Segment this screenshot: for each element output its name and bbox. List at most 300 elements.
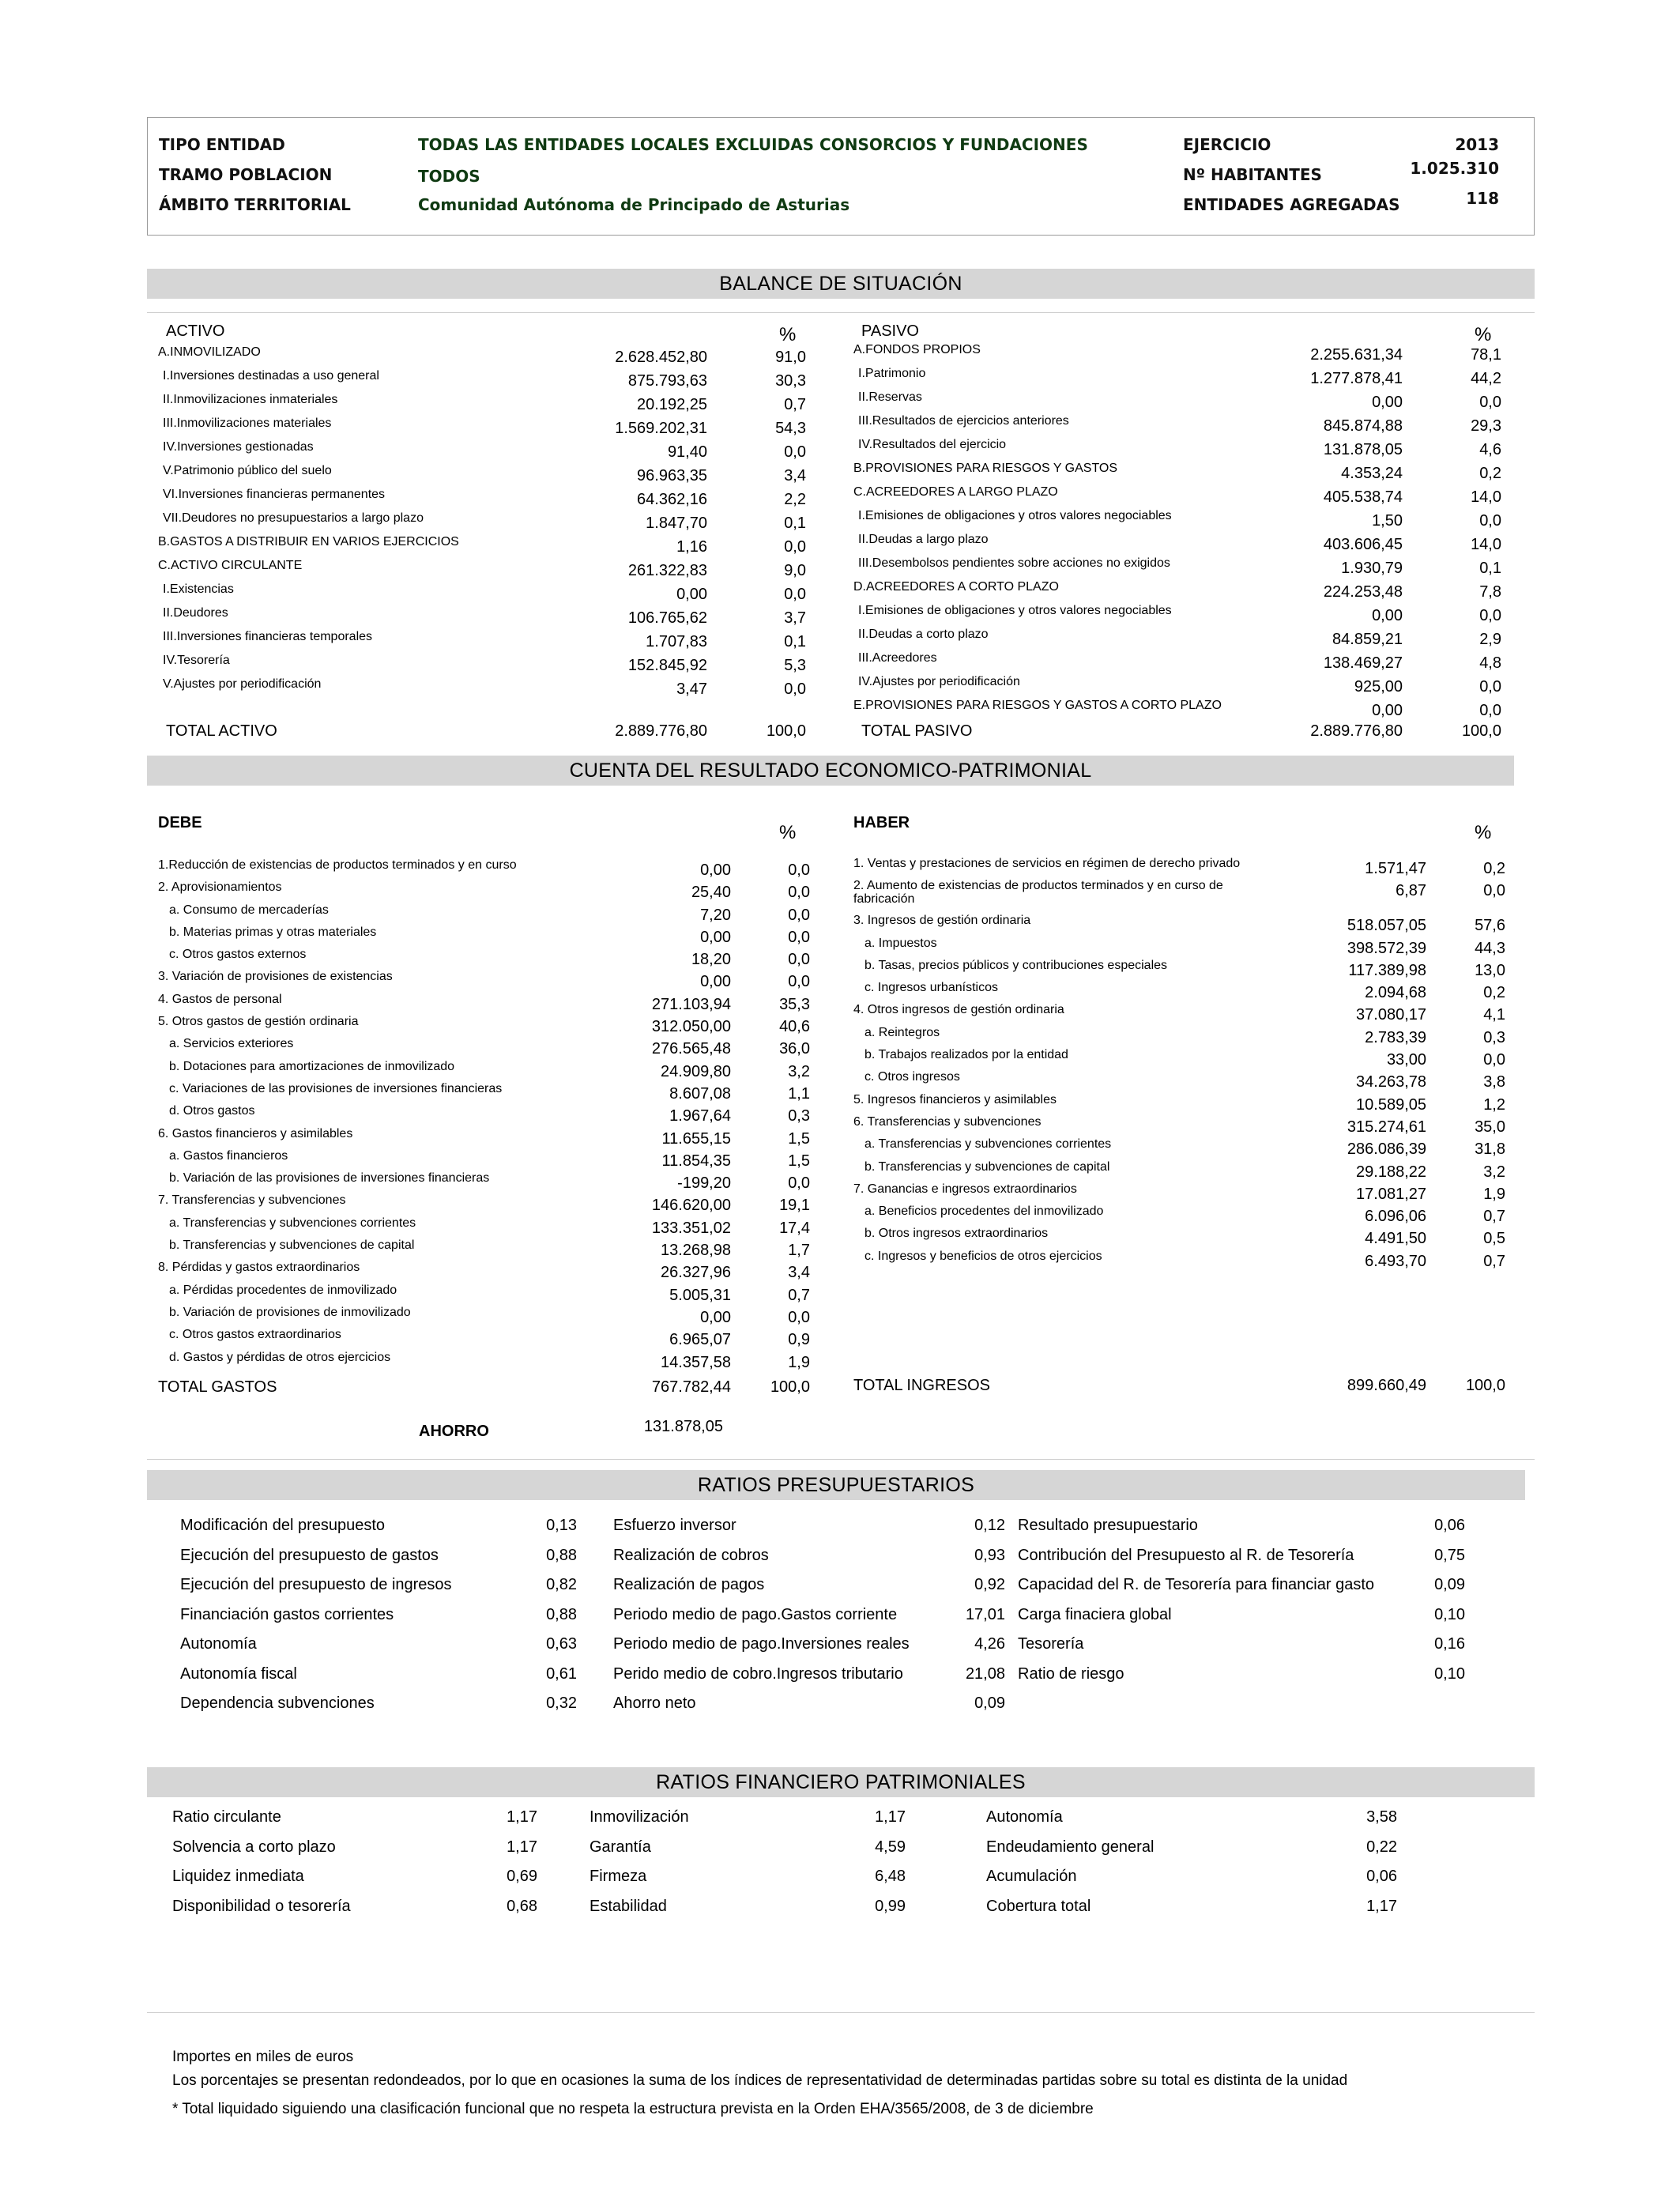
ratio-value: 0,99 [875, 1897, 906, 1915]
debe-row-value: 133.351,02 [651, 1219, 731, 1237]
ratio-label: Autonomía [986, 1808, 1063, 1826]
activo-row-label: II.Inmovilizaciones inmateriales [163, 393, 338, 406]
debe-row [158, 1306, 814, 1328]
activo-row-pct: 91,0 [775, 349, 806, 366]
pasivo-row-pct: 0,1 [1479, 560, 1501, 577]
pasivo-row-pct: 14,0 [1471, 488, 1501, 506]
pasivo-row-label: I.Emisiones de obligaciones y otros valores negociables [858, 509, 1172, 522]
haber-row-pct: 44,3 [1475, 939, 1505, 957]
debe-row-label: d. Otros gastos [169, 1104, 255, 1118]
entidades-agregadas-label: ENTIDADES AGREGADAS [1183, 195, 1400, 214]
ratio-value: 17,01 [965, 1605, 1005, 1623]
ratio-label: Ratio circulante [172, 1808, 281, 1826]
activo-row-value: 1.847,70 [646, 515, 707, 532]
debe-row-value: 5.005,31 [669, 1286, 731, 1304]
debe-row [158, 948, 814, 970]
ratio-value: 1,17 [1366, 1897, 1397, 1915]
ratio-value: 21,08 [965, 1664, 1005, 1683]
total-activo-value: 2.889.776,80 [615, 722, 707, 740]
debe-header: DEBE [158, 814, 202, 831]
haber-row [853, 1115, 1509, 1137]
debe-row-label: 8. Pérdidas y gastos extraordinarios [158, 1261, 360, 1275]
pasivo-row-label: E.PROVISIONES PARA RIESGOS Y GASTOS A CORTO PLAZO [853, 699, 1222, 712]
activo-row-value: 91,40 [667, 443, 707, 461]
activo-row-value: 1,16 [676, 538, 707, 556]
activo-row-label: V.Patrimonio público del suelo [163, 464, 332, 477]
debe-row-value: 11.655,15 [661, 1129, 731, 1148]
pasivo-row-value: 2.255.631,34 [1310, 346, 1403, 364]
debe-row-pct: 36,0 [779, 1040, 810, 1058]
debe-row-label: b. Variación de las provisiones de inversiones financieras [169, 1171, 490, 1186]
haber-row-pct: 31,8 [1475, 1140, 1505, 1159]
pasivo-row-value: 84.859,21 [1332, 631, 1403, 648]
total-activo-pct: 100,0 [766, 722, 806, 740]
debe-row-pct: 0,3 [788, 1107, 810, 1125]
pasivo-row-pct: 7,8 [1479, 583, 1501, 601]
activo-row-pct: 9,0 [784, 562, 806, 579]
debe-row [158, 1328, 814, 1350]
activo-row-label: V.Ajustes por periodificación [163, 677, 322, 691]
debe-row-label: 2. Aprovisionamientos [158, 880, 282, 895]
ratio-row [1018, 1635, 1465, 1665]
pasivo-row-value: 405.538,74 [1323, 488, 1403, 506]
ratio-value: 0,09 [974, 1695, 1005, 1712]
total-ingresos-pct: 100,0 [1465, 1377, 1505, 1394]
habitantes-value: 1.025.310 [1410, 159, 1499, 178]
haber-row-value: 29.188,22 [1356, 1163, 1426, 1181]
haber-row [853, 937, 1509, 959]
pasivo-row [853, 651, 1509, 675]
ratio-row [613, 1635, 1005, 1665]
haber-row-label: b. Transferencias y subvenciones de capital [864, 1159, 1110, 1174]
ratio-label: Autonomía [180, 1635, 257, 1653]
debe-row-pct: 0,9 [788, 1331, 810, 1349]
debe-row-label: 5. Otros gastos de gestión ordinaria [158, 1015, 359, 1029]
haber-row-label: 1. Ventas y prestaciones de servicios en régimen de derecho privado [853, 857, 1241, 870]
haber-row [853, 1070, 1509, 1092]
debe-row-pct: 1,5 [788, 1152, 810, 1170]
ratio-row [590, 1838, 906, 1868]
haber-row-pct: 0,7 [1483, 1208, 1505, 1226]
haber-row-value: 10.589,05 [1356, 1095, 1426, 1114]
ratio-value: 0,63 [546, 1635, 577, 1653]
pasivo-row-pct: 4,8 [1479, 654, 1501, 672]
ratio-row [180, 1635, 577, 1665]
debe-row-value: 26.327,96 [661, 1264, 731, 1282]
divider [147, 312, 1535, 313]
activo-row-label: B.GASTOS A DISTRIBUIR EN VARIOS EJERCICIOS [158, 535, 459, 548]
ratios-financieros-title: RATIOS FINANCIERO PATRIMONIALES [147, 1767, 1535, 1797]
ratio-row [613, 1665, 1005, 1695]
debe-row-label: a. Consumo de mercaderías [169, 903, 329, 917]
debe-row-value: 14.357,58 [661, 1353, 731, 1371]
haber-row-label: a. Reintegros [864, 1025, 940, 1039]
pasivo-row-value: 0,00 [1372, 607, 1403, 624]
ratio-value: 1,17 [507, 1838, 537, 1856]
activo-row [158, 417, 814, 440]
debe-row [158, 1082, 814, 1104]
ahorro-label: AHORRO [419, 1423, 489, 1440]
ratio-row [613, 1547, 1005, 1577]
debe-row [158, 1015, 814, 1037]
haber-row-label: 6. Transferencias y subvenciones [853, 1114, 1042, 1129]
activo-row [158, 393, 814, 417]
pasivo-row-label: III.Desembolsos pendientes sobre acciones no exigidos [858, 556, 1170, 570]
activo-row-value: 64.362,16 [637, 491, 707, 508]
activo-row-pct: 3,4 [784, 467, 806, 484]
pasivo-row [853, 343, 1509, 367]
ejercicio-value: 2013 [1455, 135, 1499, 154]
debe-row-value: 25,40 [691, 884, 731, 902]
ratio-value: 0,09 [1434, 1576, 1465, 1593]
ratio-row [590, 1808, 906, 1838]
ratio-label: Acumulación [986, 1868, 1077, 1885]
debe-row-pct: 1,9 [788, 1353, 810, 1371]
haber-row [853, 879, 1509, 914]
ratio-label: Ejecución del presupuesto de ingresos [180, 1576, 452, 1593]
debe-row [158, 903, 814, 925]
ratio-label: Solvencia a corto plazo [172, 1838, 336, 1856]
ratio-label: Perido medio de cobro.Ingresos tributario [613, 1664, 903, 1683]
haber-row-pct: 3,8 [1483, 1073, 1505, 1091]
haber-row-pct: 0,7 [1483, 1252, 1505, 1270]
ratio-value: 4,26 [974, 1635, 1005, 1653]
pasivo-row-pct: 0,0 [1479, 512, 1501, 530]
haber-row [853, 1003, 1509, 1025]
haber-row-label: 7. Ganancias e ingresos extraordinarios [853, 1182, 1077, 1196]
haber-row [853, 1250, 1509, 1272]
activo-row-pct: 0,1 [784, 515, 806, 532]
activo-row-value: 0,00 [676, 586, 707, 603]
ratio-value: 0,75 [1434, 1546, 1465, 1564]
debe-row-value: 13.268,98 [661, 1242, 731, 1260]
pasivo-row-pct: 4,6 [1479, 441, 1501, 458]
debe-row-label: 1.Reducción de existencias de productos terminados y en curso [158, 858, 517, 872]
pasivo-row [853, 414, 1509, 438]
activo-row-label: IV.Tesorería [163, 654, 230, 667]
pasivo-pct-header: % [1475, 324, 1492, 345]
haber-row-pct: 0,5 [1483, 1230, 1505, 1248]
haber-row-value: 6,87 [1396, 882, 1426, 900]
haber-row-pct: 57,6 [1475, 917, 1505, 935]
debe-row-pct: 0,0 [788, 973, 810, 991]
ahorro-value: 131.878,05 [643, 1418, 723, 1435]
resultado-title: CUENTA DEL RESULTADO ECONOMICO-PATRIMONIAL [147, 756, 1514, 786]
debe-row-label: 3. Variación de provisiones de existencias [158, 970, 393, 984]
activo-row-value: 2.628.452,80 [615, 349, 707, 366]
ratio-label: Ahorro neto [613, 1695, 696, 1712]
debe-row-label: a. Pérdidas procedentes de inmovilizado [169, 1283, 397, 1297]
debe-row-value: 312.050,00 [651, 1018, 731, 1036]
pasivo-row [853, 556, 1509, 580]
debe-row-pct: 0,0 [788, 906, 810, 924]
pasivo-row [853, 367, 1509, 390]
pasivo-row [853, 675, 1509, 699]
pasivo-row [853, 604, 1509, 628]
total-gastos-value: 767.782,44 [651, 1378, 731, 1396]
ratio-label: Tesorería [1018, 1635, 1084, 1653]
debe-row [158, 858, 814, 880]
debe-row-label: c. Otros gastos externos [169, 948, 307, 962]
ratio-row [1018, 1606, 1465, 1636]
ratio-label: Periodo medio de pago.Gastos corriente [613, 1605, 898, 1623]
debe-row-pct: 3,4 [788, 1264, 810, 1282]
footer-note-rounding: Los porcentajes se presentan redondeados, por lo que en ocasiones la suma de los índices de representatividad de determinadas partidas sobre su total es distinta de la unidad [172, 2072, 1348, 2089]
debe-row-pct: 0,0 [788, 861, 810, 879]
haber-row-pct: 13,0 [1475, 961, 1505, 979]
ratio-label: Carga finaciera global [1018, 1605, 1172, 1623]
ratio-label: Realización de cobros [613, 1546, 769, 1564]
debe-row-pct: 0,7 [788, 1286, 810, 1304]
pasivo-row-value: 131.878,05 [1323, 441, 1403, 458]
debe-row-label: a. Gastos financieros [169, 1148, 288, 1163]
ratio-label: Disponibilidad o tesorería [172, 1897, 351, 1915]
debe-row-value: 0,00 [700, 928, 731, 946]
debe-row [158, 1104, 814, 1126]
ratio-value: 0,32 [546, 1695, 577, 1712]
haber-row-value: 2.094,68 [1365, 984, 1426, 1002]
ratio-value: 0,68 [507, 1897, 537, 1915]
activo-header: ACTIVO [166, 322, 225, 340]
activo-row [158, 654, 814, 677]
ratio-row [172, 1868, 537, 1898]
debe-row [158, 1284, 814, 1306]
debe-row-value: 1.967,64 [669, 1107, 731, 1125]
ratio-row [1018, 1517, 1465, 1547]
pasivo-row-value: 845.874,88 [1323, 417, 1403, 435]
haber-row-label: c. Ingresos y beneficios de otros ejercicios [864, 1249, 1102, 1263]
ratio-label: Dependencia subvenciones [180, 1695, 375, 1712]
haber-row-pct: 0,2 [1483, 860, 1505, 877]
ratios-financieros-col2 [590, 1808, 906, 1927]
haber-header: HABER [853, 814, 910, 831]
pasivo-row [853, 509, 1509, 533]
pasivo-row-label: II.Deudas a corto plazo [858, 628, 989, 641]
ratio-label: Resultado presupuestario [1018, 1517, 1198, 1534]
debe-row [158, 993, 814, 1015]
haber-row-label: b. Otros ingresos extraordinarios [864, 1227, 1049, 1241]
divider [147, 2012, 1535, 2013]
ratio-row [180, 1547, 577, 1577]
debe-row-label: c. Variaciones de las provisiones de inversiones financieras [169, 1081, 503, 1095]
debe-row-value: 146.620,00 [651, 1197, 731, 1215]
activo-row-pct: 3,7 [784, 609, 806, 627]
ratio-label: Ejecución del presupuesto de gastos [180, 1546, 439, 1564]
ratio-label: Financiación gastos corrientes [180, 1605, 394, 1623]
activo-row-value: 20.192,25 [637, 396, 707, 413]
debe-row [158, 1060, 814, 1082]
pasivo-row [853, 390, 1509, 414]
ratio-value: 0,69 [507, 1868, 537, 1885]
debe-row-label: 7. Transferencias y subvenciones [158, 1193, 346, 1208]
debe-row-pct: 1,7 [788, 1242, 810, 1260]
debe-row-pct: 0,0 [788, 928, 810, 946]
debe-row-label: 6. Gastos financieros y asimilables [158, 1126, 353, 1140]
tramo-poblacion-value: TODOS [418, 167, 480, 186]
haber-row-pct: 4,1 [1483, 1006, 1505, 1024]
haber-row-value: 17.081,27 [1356, 1185, 1426, 1203]
ratio-label: Endeudamiento general [986, 1838, 1155, 1856]
entidades-agregadas-value: 118 [1466, 189, 1499, 208]
debe-row-label: c. Otros gastos extraordinarios [169, 1328, 341, 1342]
ratio-row [1018, 1547, 1465, 1577]
divider [147, 1459, 1535, 1460]
ratio-value: 0,12 [974, 1517, 1005, 1534]
activo-row-value: 96.963,35 [637, 467, 707, 484]
ratios-presupuestarios-col1 [180, 1517, 577, 1725]
pasivo-row [853, 580, 1509, 604]
debe-row-pct: 0,0 [788, 1174, 810, 1193]
haber-row-label: c. Ingresos urbanísticos [864, 981, 998, 995]
pasivo-row [853, 533, 1509, 556]
debe-row [158, 970, 814, 992]
ratio-value: 0,06 [1434, 1517, 1465, 1534]
footer-note-units: Importes en miles de euros [172, 2049, 354, 2065]
debe-row-label: d. Gastos y pérdidas de otros ejercicios [169, 1350, 391, 1364]
pasivo-row-label: II.Deudas a largo plazo [858, 533, 989, 546]
tipo-entidad-label: TIPO ENTIDAD [159, 135, 285, 154]
haber-row [853, 1227, 1509, 1249]
debe-row-pct: 3,2 [788, 1062, 810, 1080]
activo-row-label: A.INMOVILIZADO [158, 345, 261, 359]
pasivo-row-pct: 0,0 [1479, 678, 1501, 696]
pasivo-row-value: 925,00 [1354, 678, 1403, 696]
activo-row [158, 535, 814, 559]
debe-row [158, 1261, 814, 1283]
activo-row-value: 261.322,83 [627, 562, 707, 579]
debe-row-label: 4. Gastos de personal [158, 992, 282, 1006]
activo-row-pct: 0,0 [784, 538, 806, 556]
haber-row [853, 1160, 1509, 1182]
activo-row-pct: 5,3 [784, 657, 806, 674]
activo-row [158, 488, 814, 511]
activo-row [158, 440, 814, 464]
haber-row-label: c. Otros ingresos [864, 1070, 960, 1084]
haber-row-pct: 1,2 [1483, 1095, 1505, 1114]
haber-row [853, 914, 1509, 936]
total-pasivo-label: TOTAL PASIVO [861, 722, 973, 740]
ratio-row [986, 1808, 1397, 1838]
pasivo-row-pct: 0,0 [1479, 702, 1501, 719]
ratios-presupuestarios-col3 [1018, 1517, 1465, 1695]
haber-row-value: 117.389,98 [1348, 961, 1426, 979]
debe-list [158, 858, 814, 1373]
haber-row-label: b. Trabajos realizados por la entidad [864, 1048, 1068, 1062]
haber-row-value: 2.783,39 [1365, 1028, 1426, 1046]
activo-row-value: 3,47 [676, 680, 707, 698]
pasivo-row-value: 4.353,24 [1341, 465, 1403, 482]
footer-note-total: * Total liquidado siguiendo una clasificación funcional que no respeta la estructura prevista en la Orden EHA/3565/2008, de 3 de diciembre [172, 2101, 1094, 2117]
debe-row-value: 271.103,94 [651, 995, 731, 1013]
debe-row-value: 276.565,48 [651, 1040, 731, 1058]
ratio-label: Periodo medio de pago.Inversiones reales [613, 1635, 910, 1653]
pasivo-row-label: III.Resultados de ejercicios anteriores [858, 414, 1069, 428]
pasivo-row-pct: 44,2 [1471, 370, 1501, 387]
debe-row-value: 24.909,80 [661, 1062, 731, 1080]
haber-row [853, 1093, 1509, 1115]
pasivo-row [853, 628, 1509, 651]
debe-row [158, 1193, 814, 1216]
ratios-financieros-col1 [172, 1808, 537, 1927]
ratio-label: Capacidad del R. de Tesorería para financiar gasto [1018, 1576, 1375, 1593]
total-activo-label: TOTAL ACTIVO [166, 722, 277, 740]
pasivo-row-value: 0,00 [1372, 702, 1403, 719]
pasivo-row-label: B.PROVISIONES PARA RIESGOS Y GASTOS [853, 462, 1118, 475]
pasivo-row-value: 1.277.878,41 [1310, 370, 1403, 387]
ratio-value: 0,16 [1434, 1635, 1465, 1653]
ratio-row [613, 1606, 1005, 1636]
haber-row-pct: 0,0 [1483, 882, 1505, 900]
debe-row [158, 1149, 814, 1171]
total-ingresos-label: TOTAL INGRESOS [853, 1377, 990, 1394]
haber-pct-header: % [1475, 822, 1492, 843]
ratio-value: 0,92 [974, 1576, 1005, 1593]
debe-row-pct: 0,0 [788, 1308, 810, 1326]
haber-row-value: 1.571,47 [1365, 860, 1426, 877]
haber-row-label: a. Transferencias y subvenciones corrientes [864, 1137, 1112, 1152]
haber-row [853, 981, 1509, 1003]
pasivo-row-label: I.Patrimonio [858, 367, 926, 380]
pasivo-row-value: 403.606,45 [1323, 536, 1403, 553]
debe-row [158, 1171, 814, 1193]
ratio-row [172, 1838, 537, 1868]
ratio-label: Garantía [590, 1838, 651, 1856]
haber-row-value: 4.491,50 [1365, 1230, 1426, 1248]
total-pasivo-value: 2.889.776,80 [1310, 722, 1403, 740]
ratio-row [613, 1695, 1005, 1725]
ejercicio-label: EJERCICIO [1183, 135, 1271, 154]
debe-row-label: a. Servicios exteriores [169, 1037, 294, 1051]
ratio-label: Estabilidad [590, 1897, 667, 1915]
haber-row-label: b. Tasas, precios públicos y contribuciones especiales [864, 958, 1168, 972]
debe-row-label: b. Variación de provisiones de inmovilizado [169, 1305, 411, 1319]
pasivo-row-value: 1.930,79 [1341, 560, 1403, 577]
ratio-value: 0,93 [974, 1546, 1005, 1564]
haber-row-pct: 0,3 [1483, 1028, 1505, 1046]
ratio-label: Firmeza [590, 1868, 647, 1885]
activo-row-label: III.Inmovilizaciones materiales [163, 417, 332, 430]
ratios-financieros-col3 [986, 1808, 1397, 1927]
haber-row-pct: 35,0 [1475, 1118, 1505, 1136]
debe-row-value: 11.854,35 [661, 1152, 731, 1170]
debe-row-value: -199,20 [677, 1174, 731, 1193]
ratio-label: Autonomía fiscal [180, 1664, 297, 1683]
debe-row-pct: 0,0 [788, 951, 810, 969]
activo-row-label: VI.Inversiones financieras permanentes [163, 488, 386, 501]
activo-row-label: C.ACTIVO CIRCULANTE [158, 559, 303, 572]
activo-row-pct: 2,2 [784, 491, 806, 508]
ratio-label: Modificación del presupuesto [180, 1517, 386, 1534]
debe-row-label: b. Materias primas y otras materiales [169, 925, 377, 939]
haber-row-label: 3. Ingresos de gestión ordinaria [853, 914, 1031, 928]
activo-row-value: 152.845,92 [627, 657, 707, 674]
pasivo-row-value: 0,00 [1372, 394, 1403, 411]
haber-row-value: 6.493,70 [1365, 1252, 1426, 1270]
activo-row-label: III.Inversiones financieras temporales [163, 630, 373, 643]
debe-row [158, 1127, 814, 1149]
debe-row-value: 18,20 [691, 951, 731, 969]
ratio-value: 0,22 [1366, 1838, 1397, 1856]
pasivo-row-label: IV.Ajustes por periodificación [858, 675, 1020, 688]
activo-row [158, 606, 814, 630]
ratio-value: 1,17 [507, 1808, 537, 1826]
ratio-row [590, 1898, 906, 1928]
pasivo-row-pct: 0,0 [1479, 607, 1501, 624]
pasivo-row-value: 1,50 [1372, 512, 1403, 530]
activo-row [158, 464, 814, 488]
pasivo-row [853, 699, 1509, 722]
activo-row-pct: 54,3 [775, 420, 806, 437]
